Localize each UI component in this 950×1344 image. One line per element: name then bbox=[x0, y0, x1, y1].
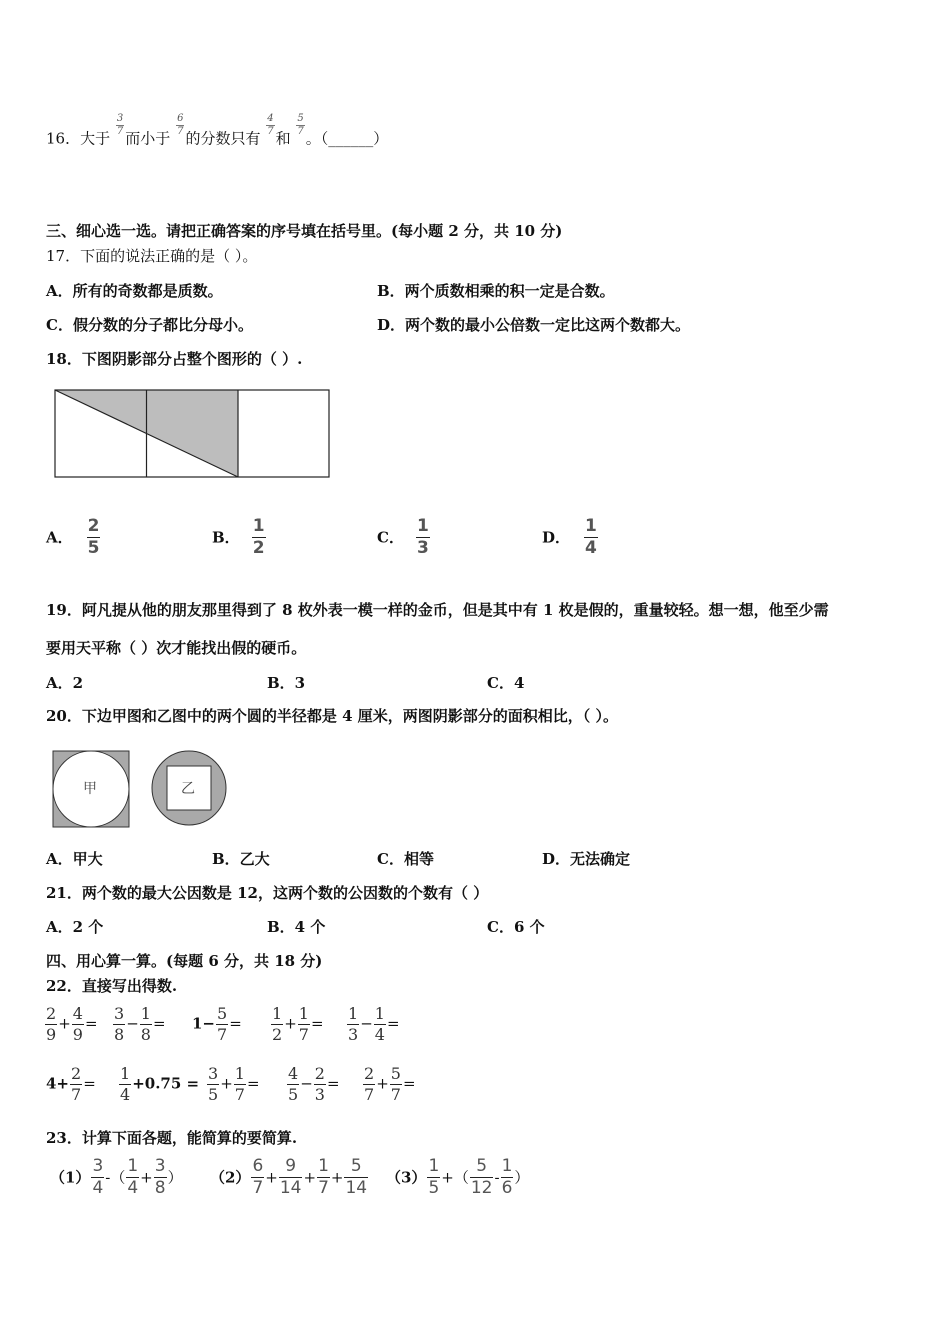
q20-label-jia: 甲 bbox=[83, 781, 97, 797]
q16-fraction-4: $\frac{5}{7}$ bbox=[297, 113, 304, 137]
q22-row2-expr1: 4+ $\frac{2}{7}$ = bbox=[46, 1064, 96, 1104]
q20-label-yi: 乙 bbox=[181, 781, 195, 797]
q16-text-1: 大于 bbox=[80, 129, 111, 148]
q23-problem-3: （3） $\frac{1}{5}$ +（ $\frac{5}{12}$ - $\frac{1}{6}$ ） bbox=[386, 1156, 530, 1198]
section3-title: 三、细心选一选。请把正确答案的序号填在括号里。(每小题 2 分，共 10 分) bbox=[46, 222, 563, 240]
q21-option-c[interactable]: C．6 个 bbox=[487, 918, 545, 936]
q17-option-d[interactable]: D．两个数的最小公倍数一定比这两个数都大。 bbox=[377, 316, 691, 334]
q22-row2-expr4: $\frac{4}{5}$ − $\frac{2}{3}$ = bbox=[288, 1064, 340, 1104]
q19-stem-line2: 要用天平称（ ）次才能找出假的硬币。 bbox=[46, 639, 307, 657]
q22-stem: 22．直接写出得数. bbox=[46, 977, 178, 995]
q22-row1-expr2: $\frac{3}{8}$ − $\frac{1}{8}$ = bbox=[114, 1004, 166, 1044]
q22-row2-expr2: $\frac{1}{4}$ +0.75 = bbox=[120, 1064, 200, 1104]
q18-option-c[interactable]: C． $\frac{1}{3}$ bbox=[377, 516, 429, 558]
q17-option-c[interactable]: C．假分数的分子都比分母小。 bbox=[46, 316, 253, 334]
q22-row2-expr3: $\frac{3}{5}$ + $\frac{1}{7}$ = bbox=[208, 1064, 260, 1104]
q19-option-a[interactable]: A．2 bbox=[46, 674, 84, 692]
q19-option-c[interactable]: C．4 bbox=[487, 674, 525, 692]
q17-stem: 17．下面的说法正确的是（ ）。 bbox=[46, 247, 258, 265]
q18-figure bbox=[52, 387, 332, 481]
q16-fraction-1: $\frac{3}{7}$ bbox=[116, 113, 124, 137]
q17-option-b[interactable]: B．两个质数相乘的积一定是合数。 bbox=[377, 282, 615, 300]
q18-option-d[interactable]: D． $\frac{1}{4}$ bbox=[542, 516, 597, 558]
q21-option-a[interactable]: A．2 个 bbox=[46, 918, 104, 936]
q22-row1-expr1: $\frac{2}{9}$ + $\frac{4}{9}$ = bbox=[46, 1004, 98, 1044]
q16-answer-blank[interactable]: 。（______） bbox=[305, 129, 389, 148]
q23-problem-1: （1） $\frac{3}{4}$ -（ $\frac{1}{4}$ + $\frac{3}{8}$ ） bbox=[50, 1156, 183, 1198]
q16-fraction-3: $\frac{4}{7}$ bbox=[267, 113, 274, 137]
q16-line bbox=[46, 113, 389, 151]
q22-row1-expr4: $\frac{1}{2}$ + $\frac{1}{7}$ = bbox=[272, 1004, 324, 1044]
q21-option-b[interactable]: B．4 个 bbox=[267, 918, 326, 936]
q20-option-d[interactable]: D．无法确定 bbox=[542, 850, 631, 868]
q21-stem: 21．两个数的最大公因数是 12，这两个数的公因数的个数有（ ） bbox=[46, 884, 489, 902]
q22-row1-expr5: $\frac{1}{3}$ − $\frac{1}{4}$ = bbox=[348, 1004, 400, 1044]
q16-text-4: 和 bbox=[275, 129, 291, 148]
q23-problem-2: （2） $\frac{6}{7}$ + $\frac{9}{14}$ + $\frac{1}{7}$ + $\frac{5}{14}$ bbox=[210, 1156, 368, 1198]
q18-stem: 18．下图阴影部分占整个图形的（ ）. bbox=[46, 350, 303, 368]
q19-option-b[interactable]: B．3 bbox=[267, 674, 306, 692]
q18-option-a[interactable]: A． $\frac{2}{5}$ bbox=[46, 516, 100, 558]
q16-fraction-2: $\frac{6}{7}$ bbox=[177, 113, 184, 137]
q22-row1-expr3: 1− $\frac{5}{7}$ = bbox=[192, 1004, 242, 1044]
q17-option-a[interactable]: A．所有的奇数都是质数。 bbox=[46, 282, 223, 300]
q20-stem: 20．下边甲图和乙图中的两个圆的半径都是 4 厘米，两图阴影部分的面积相比，（ ）。 bbox=[46, 707, 618, 725]
q22-row2-expr5: $\frac{2}{7}$ + $\frac{5}{7}$ = bbox=[364, 1064, 416, 1104]
q23-stem: 23．计算下面各题，能简算的要简算. bbox=[46, 1129, 298, 1147]
section4-title: 四、用心算一算。(每题 6 分，共 18 分) bbox=[46, 952, 323, 970]
q16-text-3: 的分数只有 bbox=[185, 129, 261, 148]
q18-option-b[interactable]: B． $\frac{1}{2}$ bbox=[212, 516, 265, 558]
q20-option-b[interactable]: B．乙大 bbox=[212, 850, 270, 868]
q19-stem-line1: 19．阿凡提从他的朋友那里得到了 8 枚外表一模一样的金币，但是其中有 1 枚是假的，重量较轻。想一想，他至少需 bbox=[46, 601, 829, 619]
q16-number: 16． bbox=[46, 129, 81, 148]
q20-option-c[interactable]: C．相等 bbox=[377, 850, 434, 868]
q16-text-2: 而小于 bbox=[125, 129, 171, 148]
q20-option-a[interactable]: A．甲大 bbox=[46, 850, 103, 868]
